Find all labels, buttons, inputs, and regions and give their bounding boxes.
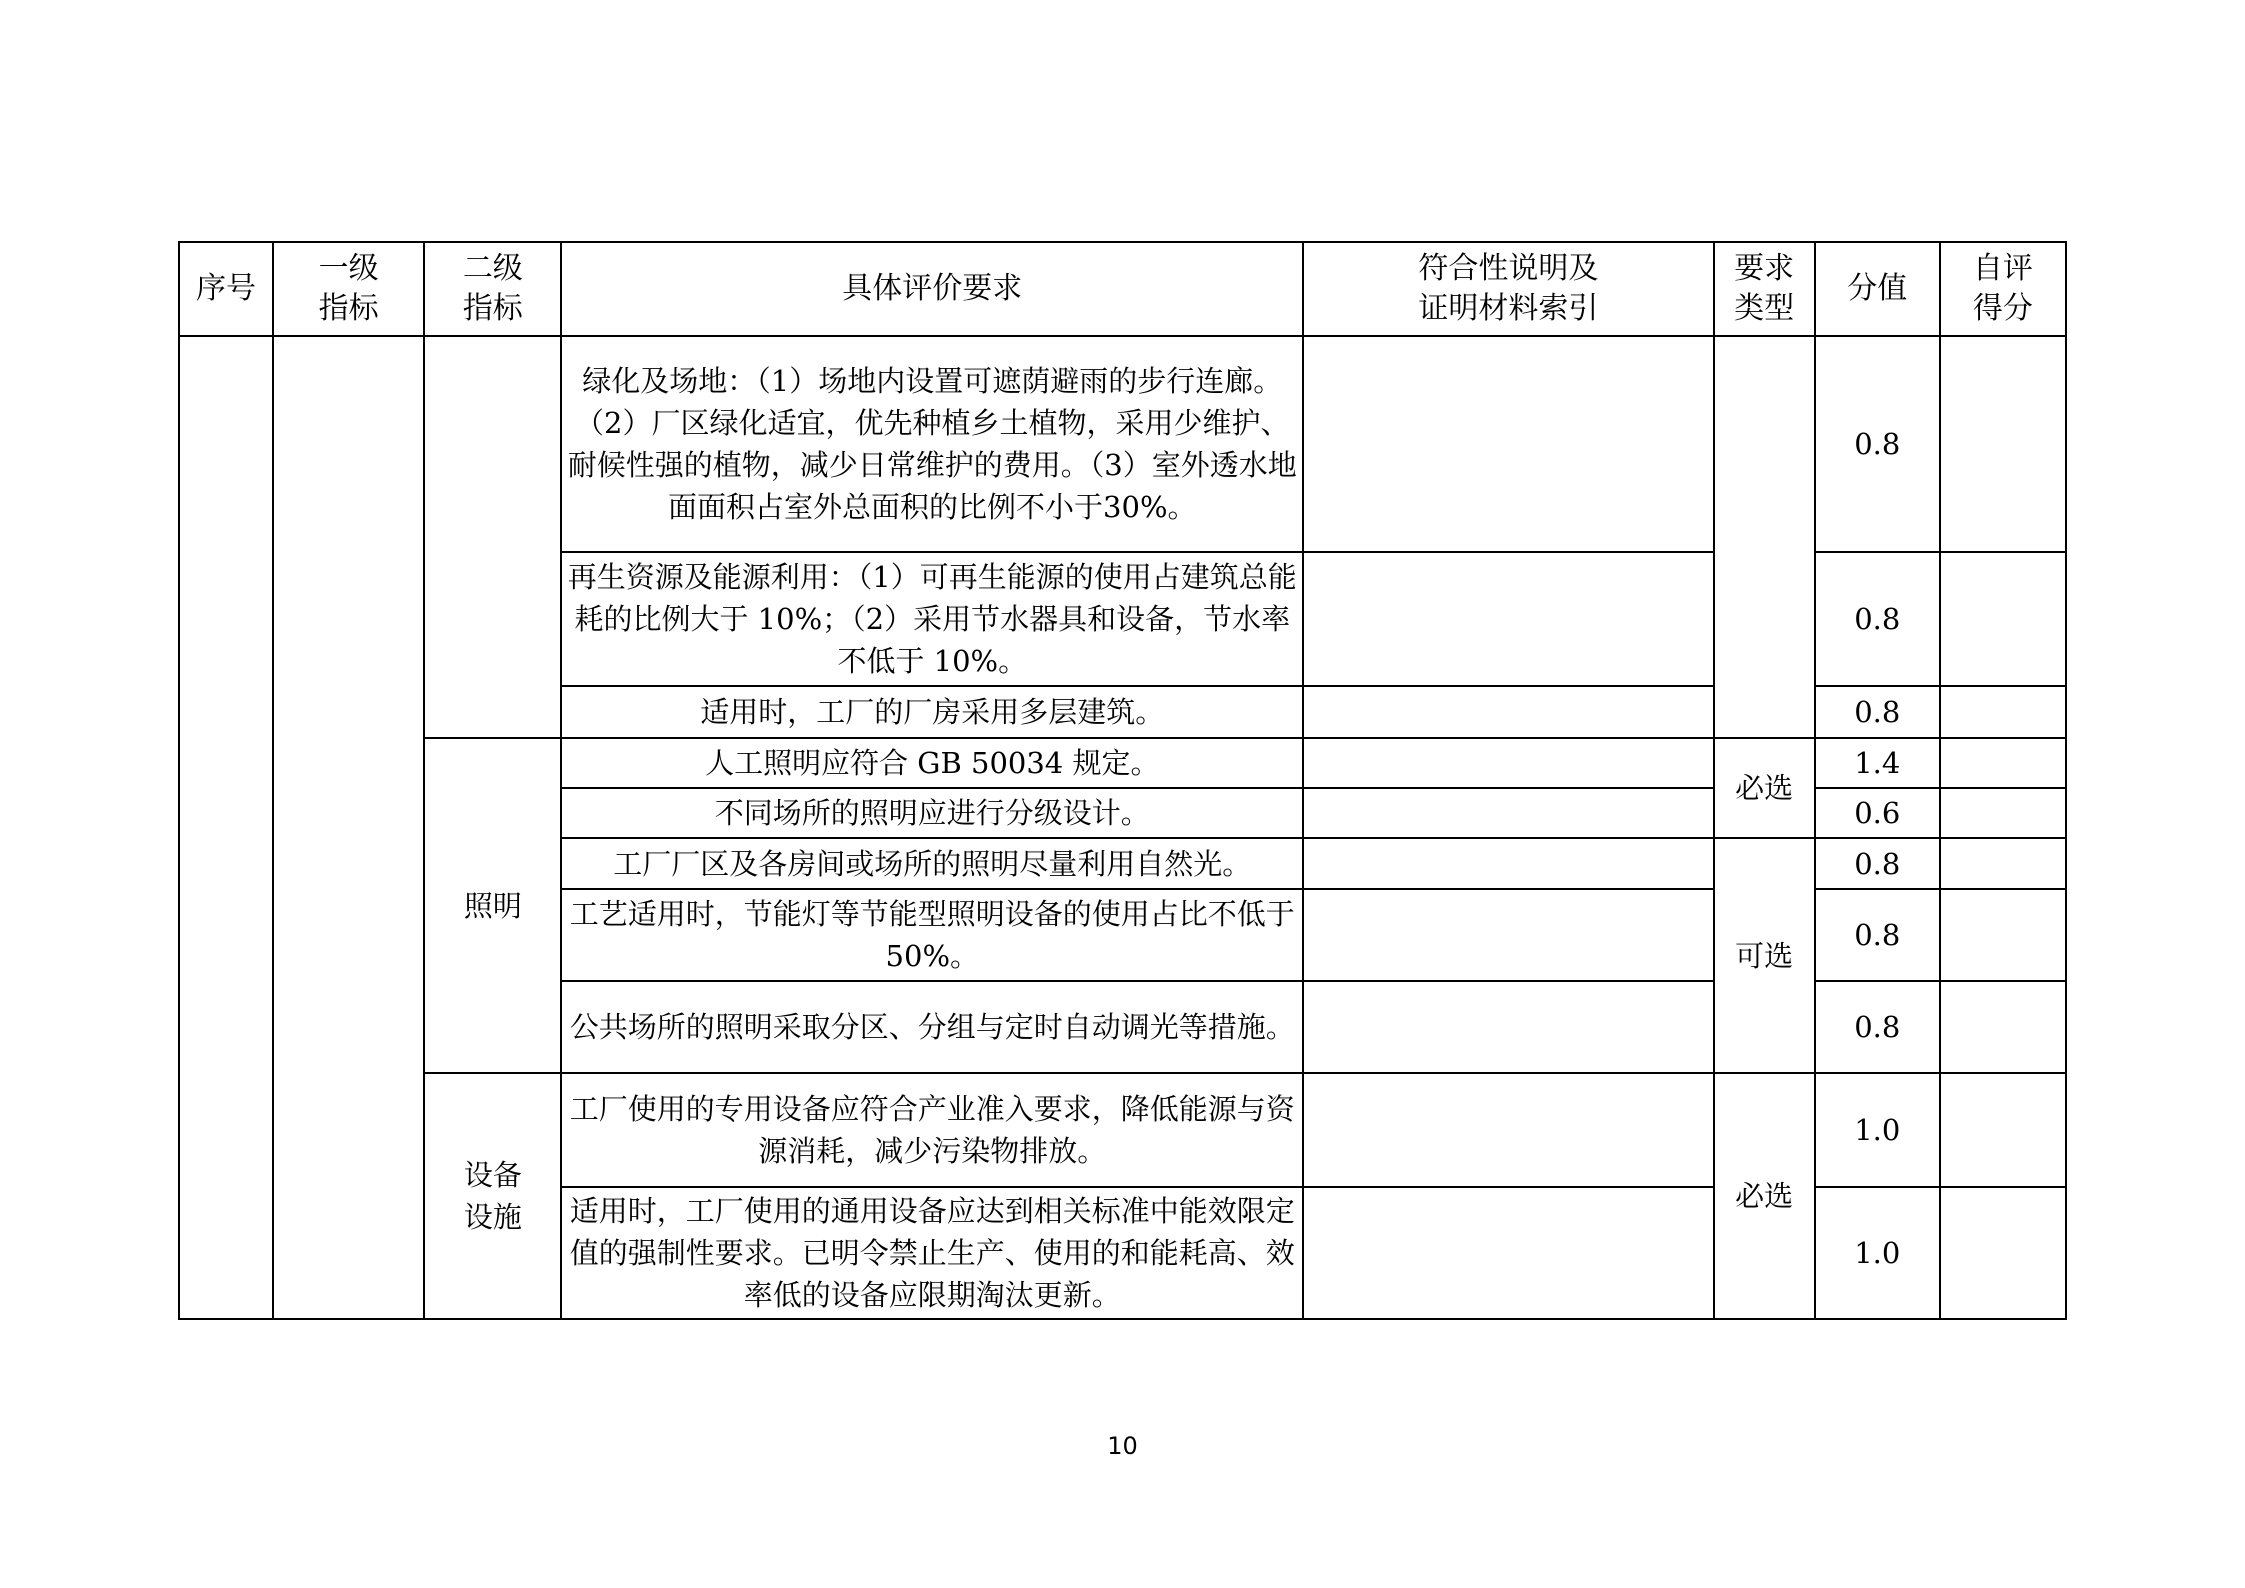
- evaluation-table: [178, 241, 2067, 1320]
- no-cell: [179, 336, 273, 1319]
- evidence-cell[interactable]: [1303, 889, 1713, 981]
- header-level1: 一级 指标: [273, 242, 424, 336]
- self-score-cell[interactable]: [1940, 788, 2066, 838]
- evidence-cell[interactable]: [1303, 336, 1713, 552]
- requirement-cell: [561, 686, 1303, 738]
- header-no: 序号: [179, 242, 273, 336]
- level2-cell-equipment: [424, 1073, 561, 1319]
- requirement-text: 工艺适用时，节能灯等节能型照明设备的使用占比不低于 50%。: [569, 897, 1295, 973]
- type-label: 可选: [1735, 938, 1794, 973]
- requirement-cell: [561, 981, 1303, 1073]
- header-requirement: 具体评价要求: [561, 242, 1303, 336]
- table-row: [179, 738, 2066, 788]
- header-type: 要求 类型: [1714, 242, 1815, 336]
- self-score-cell[interactable]: [1940, 1187, 2066, 1319]
- requirement-cell: [561, 1187, 1303, 1319]
- evidence-cell[interactable]: [1303, 1073, 1713, 1187]
- self-score-cell[interactable]: [1940, 336, 2066, 552]
- header-score: 分值: [1815, 242, 1940, 336]
- requirement-text: 不同场所的照明应进行分级设计。: [714, 796, 1150, 830]
- score-cell: 1.0: [1815, 1073, 1940, 1187]
- level1-cell: [273, 336, 424, 1319]
- requirement-cell: [561, 889, 1303, 981]
- score-cell: 0.8: [1815, 336, 1940, 552]
- page-number: 10: [1107, 1432, 1138, 1460]
- requirement-cell: [561, 336, 1303, 552]
- level2-cell-site: [424, 336, 561, 738]
- header-level2: 二级 指标: [424, 242, 561, 336]
- requirement-cell: [561, 1073, 1303, 1187]
- table-row: [179, 1073, 2066, 1187]
- evidence-cell[interactable]: [1303, 1187, 1713, 1319]
- type-label: 必选: [1735, 771, 1794, 805]
- requirement-cell: [561, 552, 1303, 686]
- requirement-cell: [561, 788, 1303, 838]
- self-score-cell[interactable]: [1940, 686, 2066, 738]
- score-cell: 1.4: [1815, 738, 1940, 788]
- requirement-text: 适用时，工厂使用的通用设备应达到相关标准中能效限定值的强制性要求。已明令禁止生产、使用的和能耗高、效率低的设备应限期淘汰更新。: [569, 1194, 1295, 1312]
- self-score-cell[interactable]: [1940, 552, 2066, 686]
- self-score-cell[interactable]: [1940, 838, 2066, 889]
- header-row: [179, 242, 2066, 336]
- self-score-cell[interactable]: [1940, 889, 2066, 981]
- score-cell: 0.8: [1815, 552, 1940, 686]
- evidence-cell[interactable]: [1303, 838, 1713, 889]
- requirement-text: 再生资源及能源利用：（1）可再生能源的使用占建筑总能耗的比例大于 10%；（2）采用节水器具和设备，节水率不低于 10%。: [567, 560, 1297, 678]
- score-cell: 0.8: [1815, 889, 1940, 981]
- score-cell: 0.8: [1815, 686, 1940, 738]
- requirement-text: 人工照明应符合 GB 50034 规定。: [705, 746, 1160, 780]
- requirement-text: 工厂使用的专用设备应符合产业准入要求，降低能源与资源消耗，减少污染物排放。: [569, 1092, 1295, 1168]
- score-cell: 0.8: [1815, 981, 1940, 1073]
- evidence-cell[interactable]: [1303, 552, 1713, 686]
- type-cell: [1714, 838, 1815, 1073]
- header-self: 自评 得分: [1940, 242, 2066, 336]
- self-score-cell[interactable]: [1940, 1073, 2066, 1187]
- level2-label: 照明: [463, 888, 522, 923]
- evidence-cell[interactable]: [1303, 738, 1713, 788]
- evidence-cell[interactable]: [1303, 788, 1713, 838]
- type-cell: [1714, 1073, 1815, 1319]
- evidence-cell[interactable]: [1303, 686, 1713, 738]
- type-cell-blank: [1714, 336, 1815, 738]
- requirement-text: 公共场所的照明采取分区、分组与定时自动调光等措施。: [569, 1010, 1295, 1044]
- type-label: 必选: [1735, 1179, 1794, 1213]
- type-cell: [1714, 738, 1815, 838]
- evidence-cell[interactable]: [1303, 981, 1713, 1073]
- level2-cell-lighting: [424, 738, 561, 1073]
- self-score-cell[interactable]: [1940, 981, 2066, 1073]
- score-cell: 0.6: [1815, 788, 1940, 838]
- score-cell: 1.0: [1815, 1187, 1940, 1319]
- requirement-text: 绿化及场地：（1）场地内设置可遮荫避雨的步行连廊。（2）厂区绿化适宜，优先种植乡土植物，采用少维护、耐候性强的植物，减少日常维护的费用。（3）室外透水地面面积占室外总面积的比例不小于30%。: [567, 364, 1297, 524]
- requirement-text: 适用时，工厂的厂房采用多层建筑。: [700, 695, 1165, 729]
- self-score-cell[interactable]: [1940, 738, 2066, 788]
- requirement-cell: [561, 738, 1303, 788]
- table-row: [179, 336, 2066, 552]
- level2-label: 设备 设施: [463, 1158, 522, 1234]
- requirement-text: 工厂厂区及各房间或场所的照明尽量利用自然光。: [613, 846, 1252, 881]
- requirement-cell: [561, 838, 1303, 889]
- header-evidence: 符合性说明及 证明材料索引: [1303, 242, 1713, 336]
- score-cell: 0.8: [1815, 838, 1940, 889]
